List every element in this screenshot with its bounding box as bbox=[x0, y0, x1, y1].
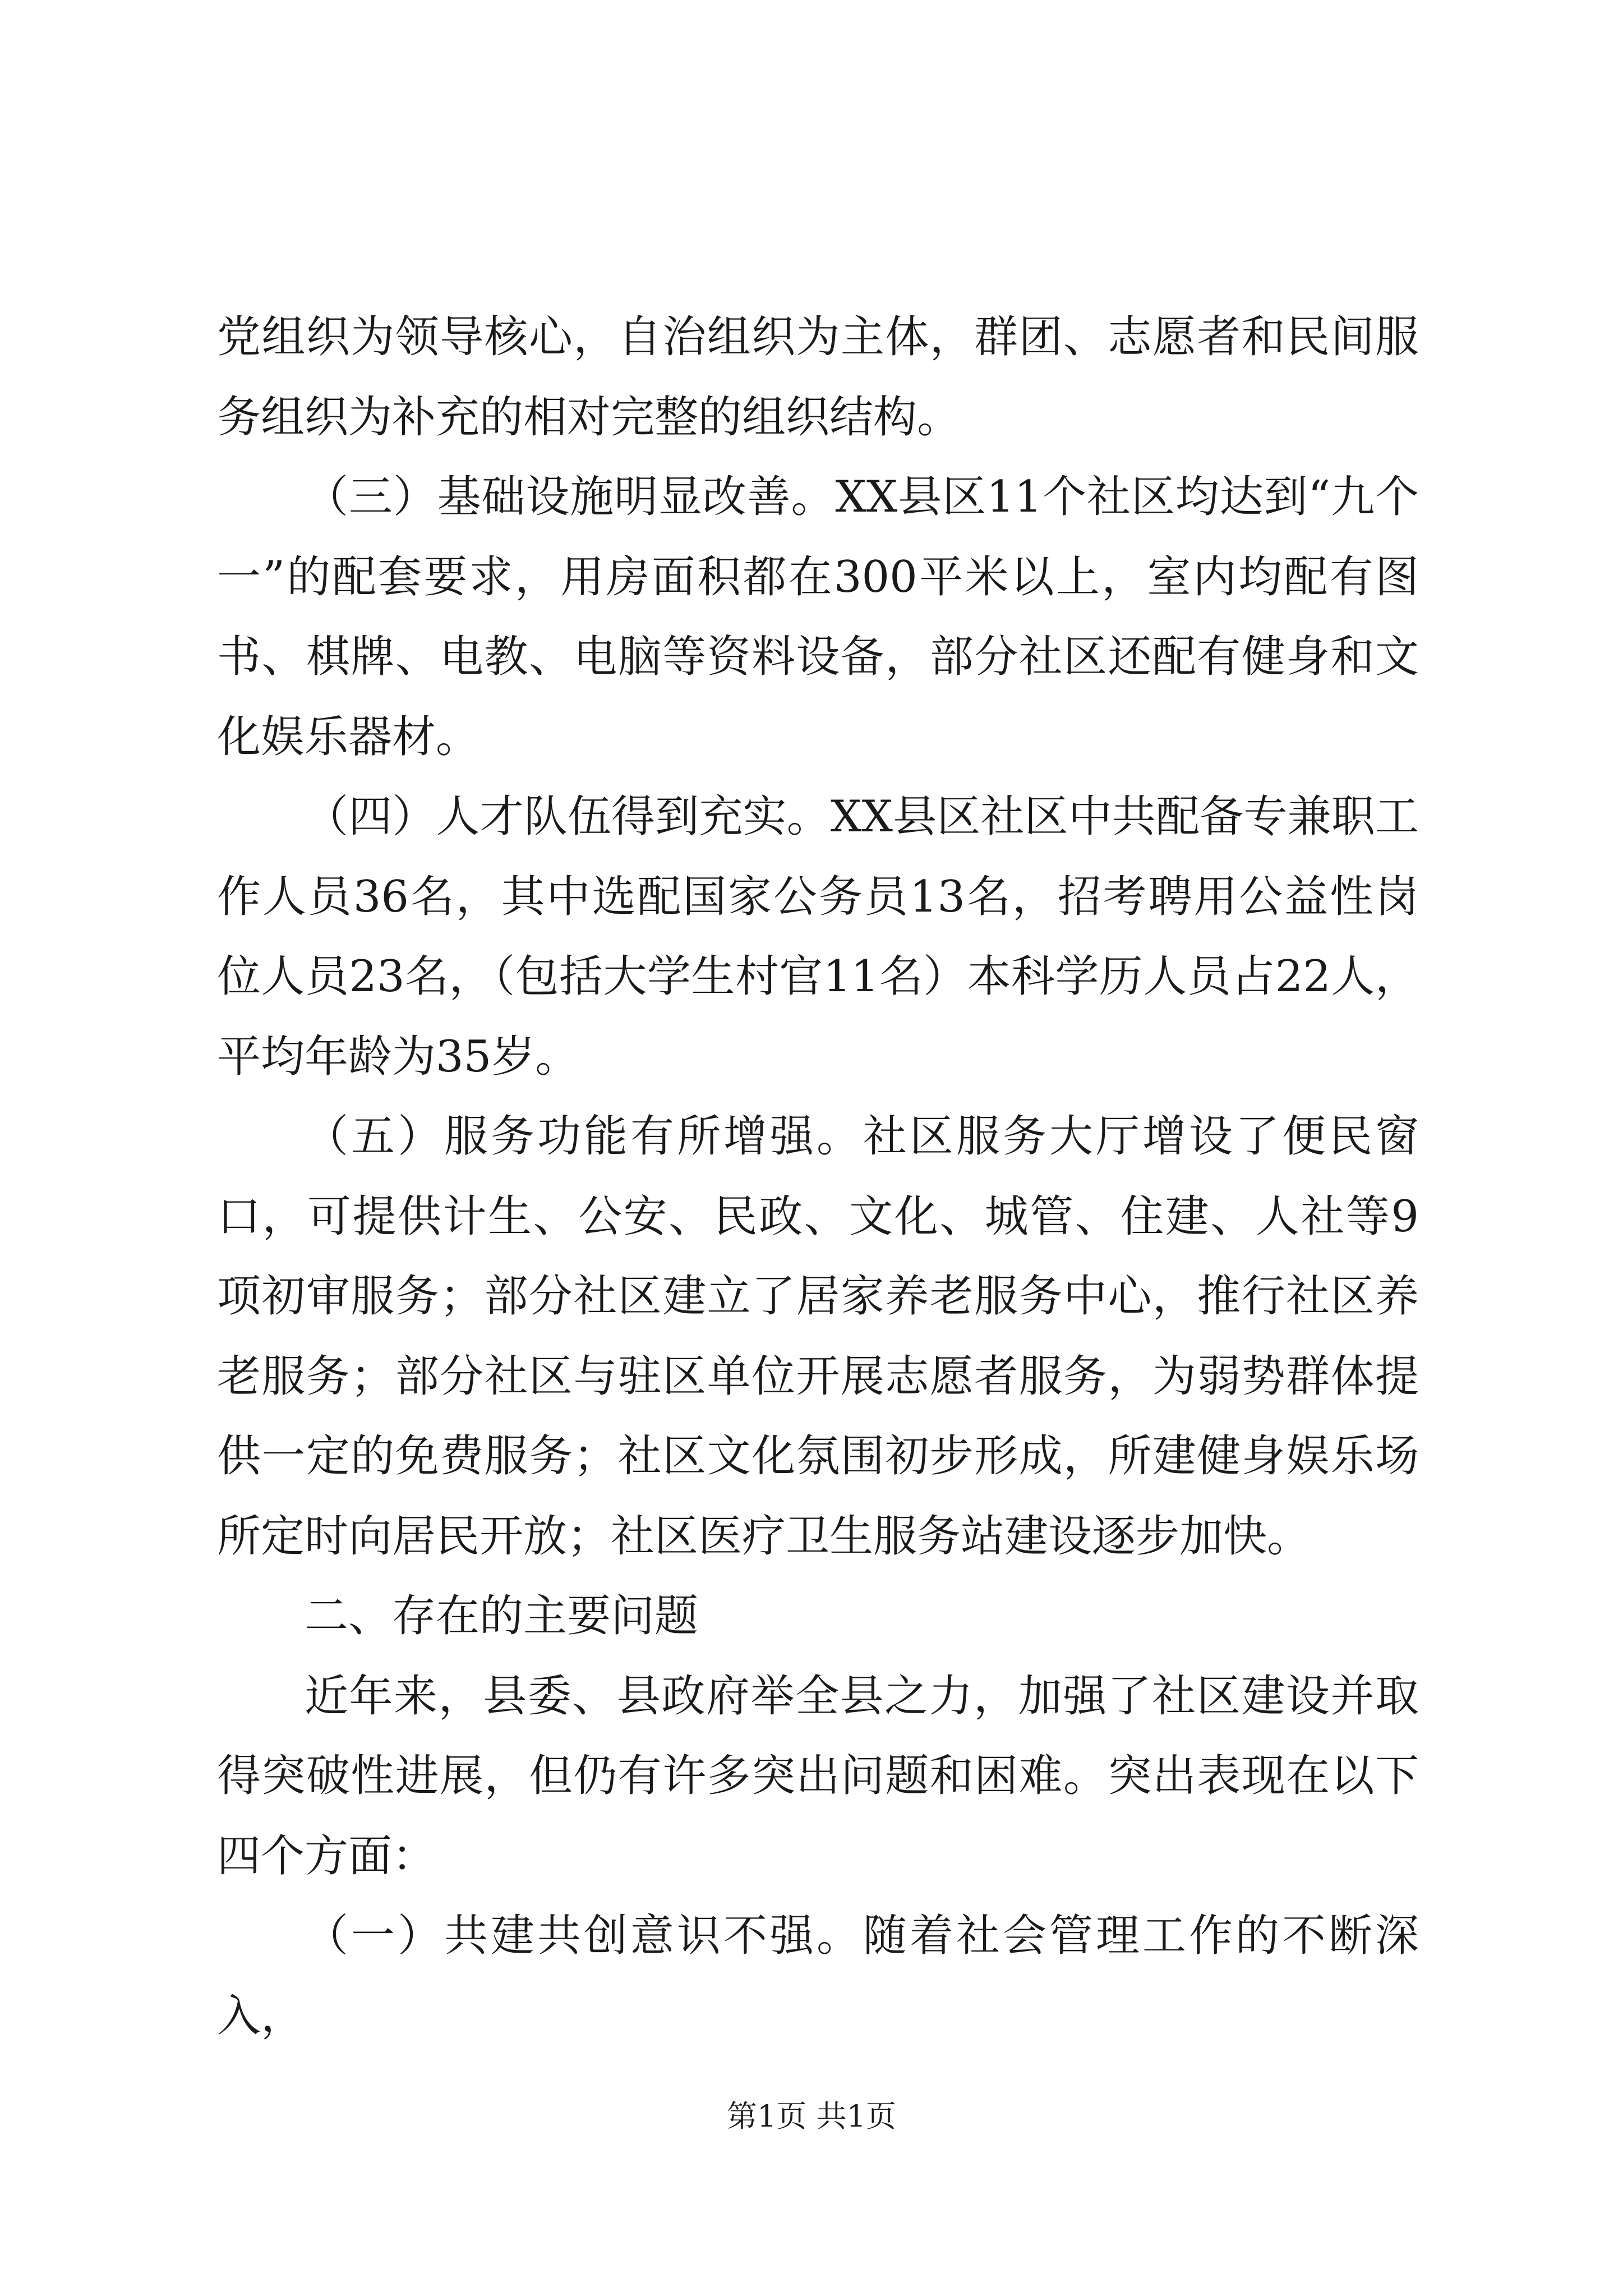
paragraph-co-building-awareness: （一）共建共创意识不强。随着社会管理工作的不断深入， bbox=[217, 1911, 1419, 2041]
document-body bbox=[217, 297, 1419, 2056]
page-number-footer: 第1页 共1页 bbox=[727, 2099, 896, 2134]
section-heading-main-problems: 二、存在的主要问题 bbox=[305, 1591, 699, 1641]
paragraph-infrastructure: （三）基础设施明显改善。XX县区11个社区均达到“九个一”的配套要求，用房面积都在300平米以上，室内均配有图书、棋牌、电教、电脑等资料设备，部分社区还配有健身和文化娱乐器材。 bbox=[217, 472, 1419, 762]
paragraph-problems-intro: 近年来，县委、县政府举全县之力，加强了社区建设并取得突破性进展，但仍有许多突出问题和困难。突出表现在以下四个方面： bbox=[217, 1671, 1419, 1881]
paragraph-talent-team: （四）人才队伍得到充实。XX县区社区中共配备专兼职工作人员36名，其中选配国家公务员13名，招考聘用公益性岗位人员23名，（包括大学生村官11名）本科学历人员占22人，平均年龄为35岁。 bbox=[217, 792, 1419, 1082]
paragraph-org-structure: 党组织为领导核心，自治组织为主体，群团、志愿者和民间服务组织为补充的相对完整的组织结构。 bbox=[217, 312, 1419, 443]
paragraph-service-functions: （五）服务功能有所增强。社区服务大厅增设了便民窗口，可提供计生、公安、民政、文化、城管、住建、人社等9项初审服务；部分社区建立了居家养老服务中心，推行社区养老服务；部分社区与驻区单位开展志愿者服务，为弱势群体提供一定的免费服务；社区文化氛围初步形成，所建健身娱乐场所定时向居民开放；社区医疗卫生服务站建设逐步加快。 bbox=[217, 1111, 1419, 1562]
